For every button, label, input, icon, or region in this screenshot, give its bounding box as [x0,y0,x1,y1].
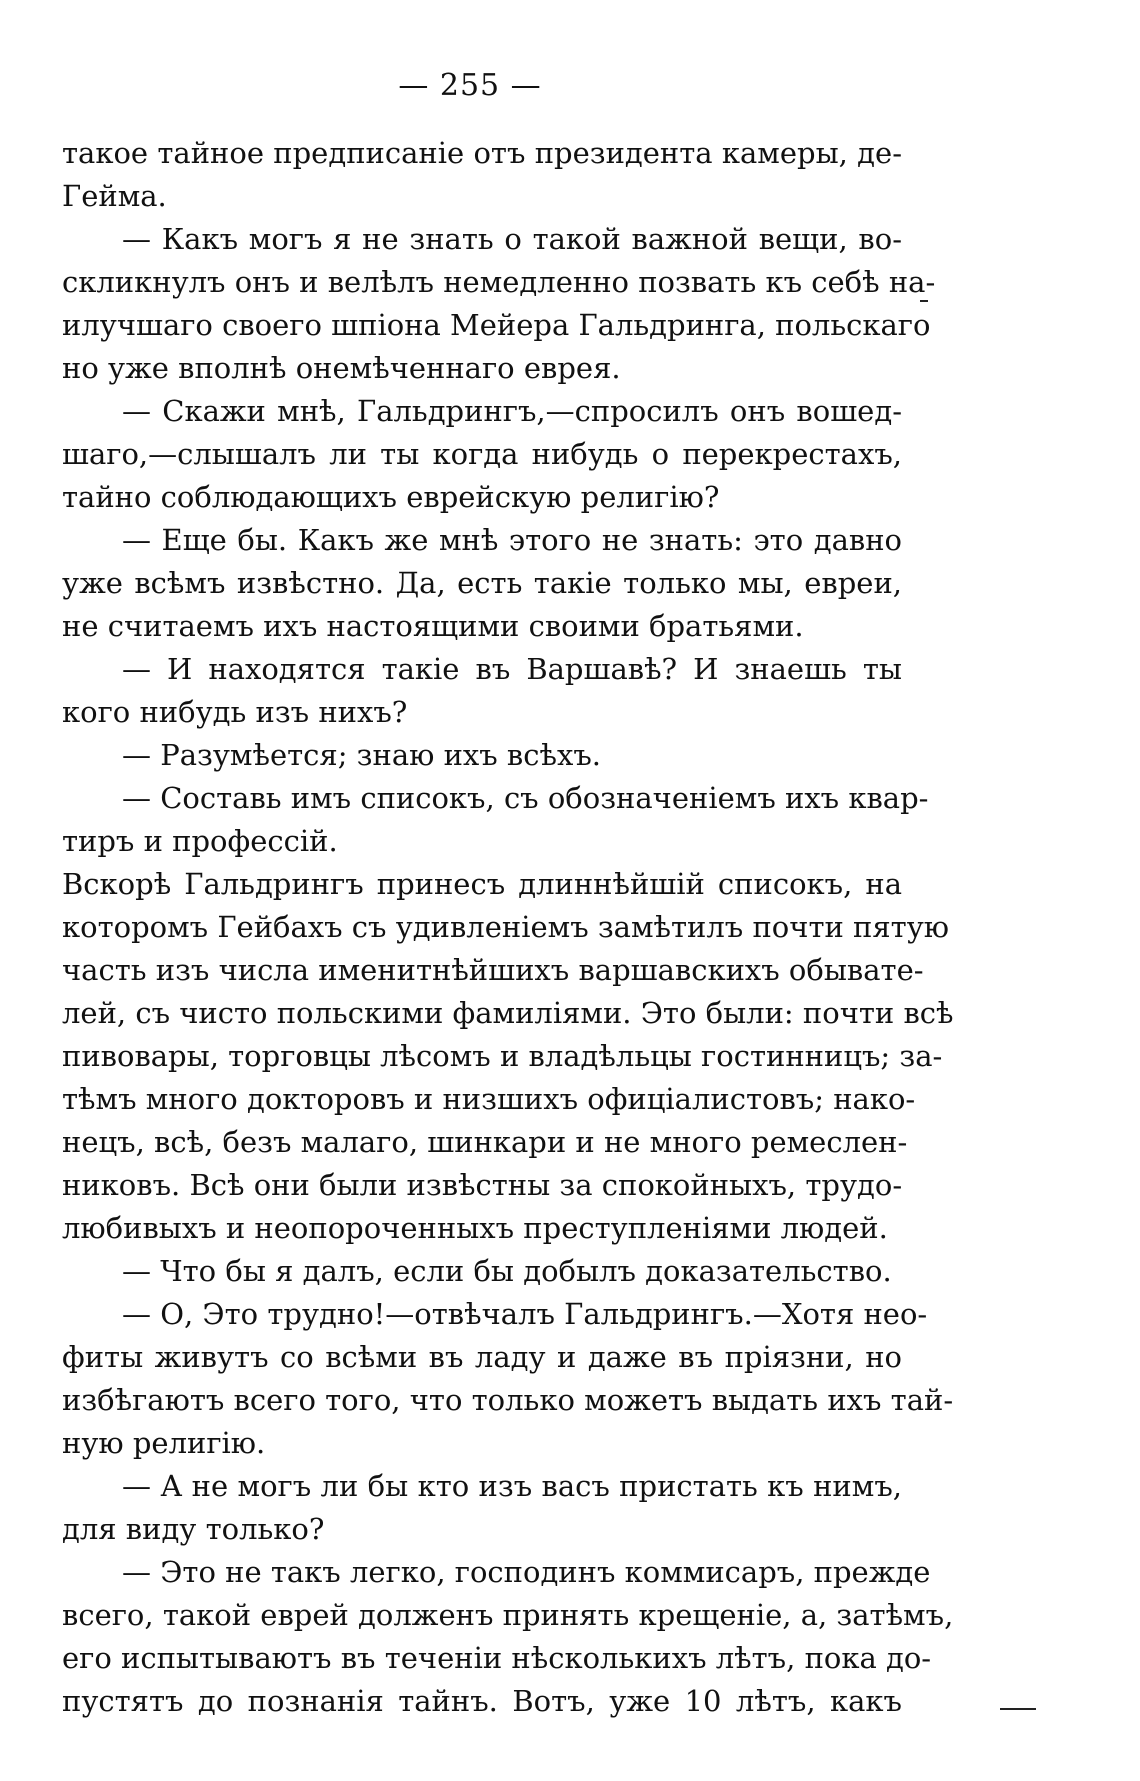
text-line: Гейма. [62,179,167,213]
text-line: — И находятся такіе въ Варшавѣ? И знаешь ты [122,652,902,686]
text-line: пивовары, торговцы лѣсомъ и владѣльцы гостинницъ; за- [62,1039,943,1073]
text-line: — Скажи мнѣ, Гальдрингъ,—спросилъ онъ вошед- [122,394,902,428]
text-line: — О, Это трудно!—отвѣчалъ Гальдрингъ.—Хотя нео- [122,1297,928,1331]
text-line: — Это не такъ легко, господинъ коммисаръ, прежде [122,1555,931,1589]
body-text [62,132,954,1723]
text-line: уже всѣмъ извѣстно. Да, есть такіе только мы, евреи, [62,566,902,600]
text-line: тѣмъ много докторовъ и низшихъ офиціалистовъ; нако- [62,1082,916,1116]
text-line: никовъ. Всѣ они были извѣстны за спокойныхъ, трудо- [62,1168,903,1202]
text-line: Вскорѣ Гальдрингъ принесъ длиннѣйшій списокъ, на [62,867,902,901]
text-line: пустятъ до познанія тайнъ. Вотъ, уже 10 лѣтъ, какъ [62,1684,902,1718]
text-line: тиръ и профессій. [62,824,338,858]
text-line: нецъ, всѣ, безъ малаго, шинкари и не много ремеслен- [62,1125,908,1159]
text-line: фиты живутъ со всѣми въ ладу и даже въ пріязни, но [62,1340,902,1374]
text-line: скликнулъ онъ и велѣлъ немедленно позвать къ себѣ на- [62,265,936,299]
text-line: часть изъ числа именитнѣйшихъ варшавскихъ обывате- [62,953,924,987]
text-line: — Составь имъ списокъ, съ обозначеніемъ ихъ квар- [122,781,929,815]
text-line: его испытываютъ въ теченіи нѣсколькихъ лѣтъ, пока до- [62,1641,932,1675]
text-line: илучшаго своего шпіона Мейера Гальдринга, польскаго [62,308,931,342]
text-line: такое тайное предписаніе отъ президента камеры, де- [62,136,902,170]
text-line: лей, съ чисто польскими фамиліями. Это были: почти всѣ [62,996,954,1030]
text-line: всего, такой еврей долженъ принять крещеніе, а, затѣмъ, [62,1598,954,1632]
text-line: — Какъ могъ я не знать о такой важной вещи, во- [122,222,902,256]
text-line: избѣгаютъ всего того, что только можетъ выдать ихъ тай- [62,1383,954,1417]
text-line: кого нибудь изъ нихъ? [62,695,408,729]
text-line: — Разумѣется; знаю ихъ всѣхъ. [122,738,602,772]
text-line: не считаемъ ихъ настоящими своими братьями. [62,609,804,643]
text-line: — Еще бы. Какъ же мнѣ этого не знать: это давно [122,523,902,557]
text-line: но уже вполнѣ онемѣченнаго еврея. [62,351,621,385]
text-line: любивыхъ и неопороченныхъ преступленіями людей. [62,1211,888,1245]
text-line: шаго,—слышалъ ли ты когда нибудь о перекрестахъ, [62,437,902,471]
margin-mark [920,300,928,302]
text-line: — Что бы я далъ, если бы добылъ доказательство. [122,1254,892,1288]
text-line: — А не могъ ли бы кто изъ васъ пристать къ нимъ, [122,1469,902,1503]
page-number: — 255 — [398,68,542,103]
text-line: для виду только? [62,1512,325,1546]
margin-mark [1000,1708,1036,1710]
text-line: тайно соблюдающихъ еврейскую религію? [62,480,720,514]
text-line: ную религію. [62,1426,266,1460]
text-line: которомъ Гейбахъ съ удивленіемъ замѣтилъ почти пятую [62,910,950,944]
